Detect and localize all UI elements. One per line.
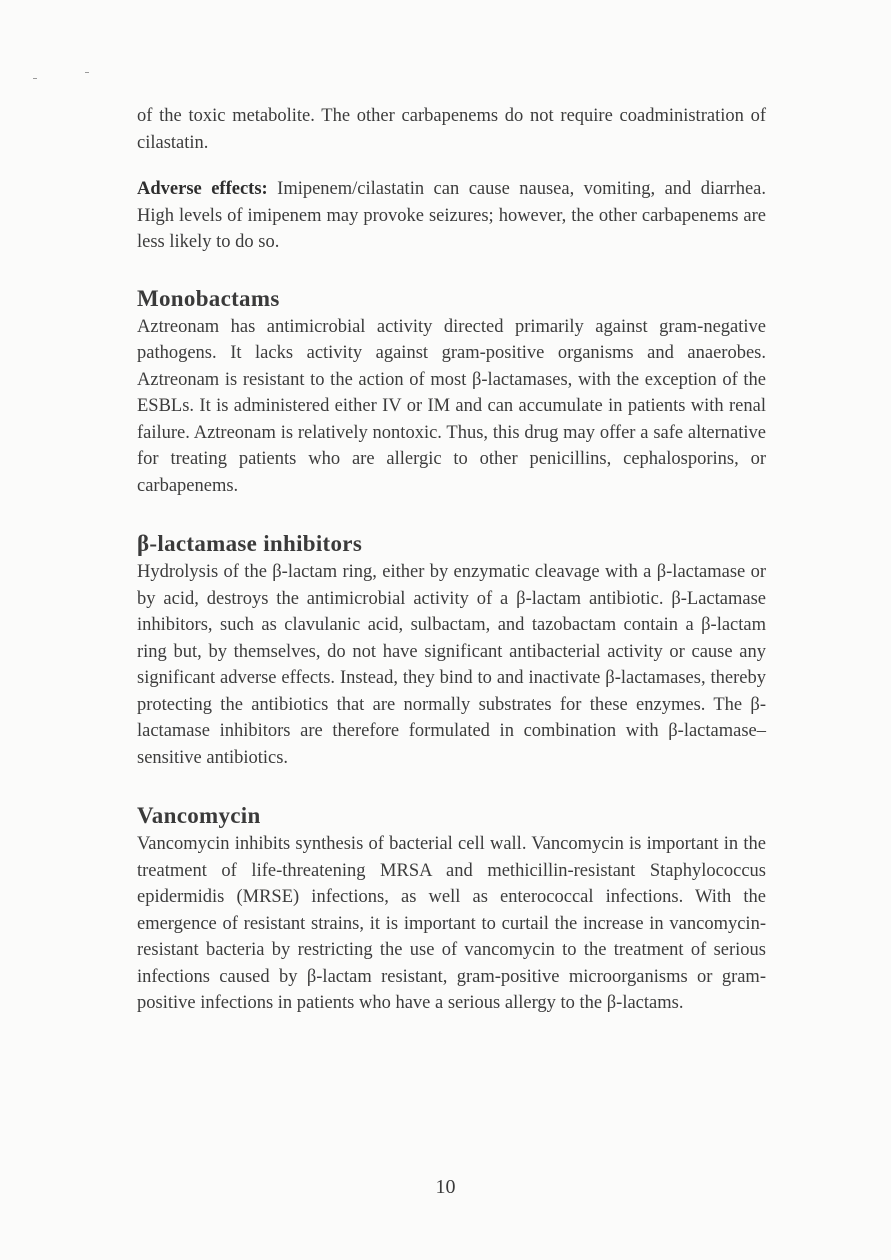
adverse-effects-paragraph [137,176,766,256]
section-text-vancomycin: Vancomycin inhibits synthesis of bacterial cell wall. Vancomycin is important in the treatment of life-threatening MRSA and methicillin-resistant Staphylococcus epidermidis (MRSE) infections, as well as enterococcal infections. With the emergence of resistant strains, it is important to curtail the increase in vancomycin-resistant bacteria by restricting the use of vancomycin to the treatment of serious infections caused by β-lactam resistant, gram-positive microorganisms or gram-positive infections in patients who have a serious allergy to the β-lactams. [137,834,766,1013]
intro-paragraph: of the toxic metabolite. The other carbapenems do not require coadministration of cilastatin. [137,106,766,153]
scan-artifact [33,78,37,79]
adverse-effects-text: Imipenem/cilastatin can cause nausea, vomiting, and diarrhea. High levels of imipenem may provoke seizures; however, the other carbapenems are less likely to do so. [137,179,766,252]
section-heading-beta-lactamase-inhibitors: β-lactamase inhibitors [137,531,363,556]
section-text-monobactams: Aztreonam has antimicrobial activity directed primarily against gram-negative pathogens. It lacks activity against gram-positive organisms and anaerobes. Aztreonam is resistant to the action of most β-lactamases, with the exception of the ESBLs. It is administered either IV or IM and can accumulate in patients with renal failure. Aztreonam is relatively nontoxic. Thus, this drug may offer a safe alternative for treating patients who are allergic to other penicillins, cephalosporins, or carbapenems. [137,316,766,496]
adverse-effects-label: Adverse effects: [137,179,268,199]
section-text-beta-lactamase-inhibitors: Hydrolysis of the β-lactam ring, either by enzymatic cleavage with a β-lactamase or by acid, destroys the antimicrobial activity of a β-lactam antibiotic. β-Lactamase inhibitors, such as clavulanic acid, sulbactam, and tazobactam contain a β-lactam ring but, by themselves, do not have significant antibacterial activity or cause any significant adverse effects. Instead, they bind to and inactivate β-lactamases, thereby protecting the antibiotics that are normally substrates for these enzymes. The β-lactamase inhibitors are therefore formulated in combination with β-lactamase–sensitive antibiotics. [137,562,766,768]
page-content [137,103,766,1017]
section-heading-monobactams: Monobactams [137,285,280,311]
scan-artifact [85,72,89,73]
page-number: 10 [435,1176,456,1198]
section-heading-vancomycin: Vancomycin [137,803,261,828]
